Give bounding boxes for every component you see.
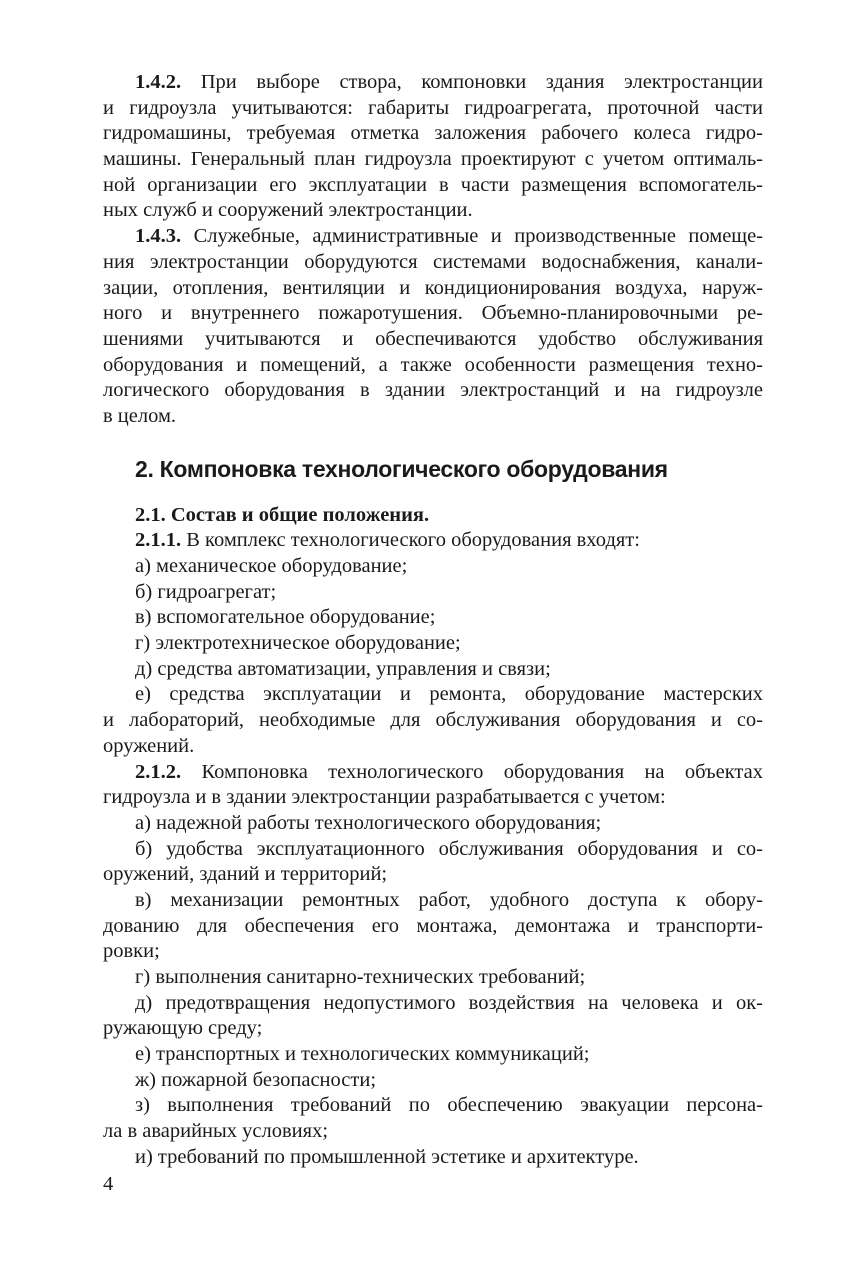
text-line: ной организации его эксплуатации в части размещения вспомогатель-: [103, 173, 763, 196]
paragraph-2-1-2: [103, 760, 763, 1171]
list-item: [103, 888, 763, 965]
subsection-title: 2.1. Состав и общие положения.: [135, 503, 430, 526]
list-item-line: г) выполнения санитарно-технических требований;: [135, 966, 586, 988]
text-line: ного и внутреннего пожаротушения. Объемно-планировочными ре-: [103, 302, 763, 325]
list-item-line: д) предотвращения недопустимого воздействия на человека и ок-: [135, 991, 763, 1014]
list-item-line: в) механизации ремонтных работ, удобного доступа к обору-: [135, 888, 763, 911]
list-item-line: е) средства эксплуатации и ремонта, оборудование мастерских: [135, 683, 763, 706]
list-item: [103, 580, 763, 606]
list-item-line: оружений, зданий и территорий;: [103, 863, 388, 886]
text-line: зации, отопления, вентиляции и кондиционирования воздуха, наруж-: [103, 276, 763, 299]
list-item-line: ж) пожарной безопасности;: [135, 1068, 377, 1091]
paragraph-1-4-2: [103, 70, 763, 224]
list-item-line: а) надежной работы технологического оборудования;: [135, 811, 602, 834]
list-item: [103, 1145, 763, 1171]
list-item: [103, 811, 763, 837]
list-item-line: и лабораторий, необходимые для обслуживания оборудования и со-: [103, 709, 763, 732]
paragraph-1-4-3: [103, 224, 763, 430]
clause-number: 1.4.2.: [135, 71, 182, 93]
list-item-line: б) гидроагрегат;: [135, 580, 277, 603]
text-line: Компоновка технологического оборудования на объектах: [181, 760, 763, 783]
list-item: [103, 657, 763, 683]
clause-number: 1.4.3.: [135, 225, 182, 248]
list-item-line: ровки;: [103, 940, 160, 963]
text-line: логического оборудования в здании электростанций и на гидроузле: [103, 379, 763, 402]
list-item-line: дованию для обеспечения его монтажа, демонтажа и транспорти-: [103, 914, 763, 937]
list-item-line: г) электротехническое оборудование;: [135, 632, 461, 655]
clause-number: 2.1.2.: [135, 760, 182, 783]
text-line: гидроузла и в здании электростанции разрабатывается с учетом:: [103, 786, 666, 809]
text-line: шениями учитываются и обеспечиваются удобство обслуживания: [103, 327, 763, 350]
list-item: [103, 554, 763, 580]
page-body: [103, 70, 763, 1171]
clause-number: 2.1.1.: [135, 529, 182, 552]
text-line: машины. Генеральный план гидроузла проектируют с учетом оптималь-: [103, 148, 763, 171]
list-item-line: ла в аварийных условиях;: [103, 1120, 329, 1143]
text-line: ния электростанции оборудуются системами водоснабжения, канали-: [103, 250, 763, 273]
list-item: [103, 631, 763, 657]
component-list: [103, 554, 763, 760]
text-line: ных служб и сооружений электростанции.: [103, 199, 473, 222]
section-heading: 2. Компоновка технологического оборудования: [135, 455, 668, 482]
text-line: гидромашины, требуемая отметка заложения рабочего колеса гидро-: [103, 122, 763, 145]
list-item-line: а) механическое оборудование;: [135, 555, 408, 577]
list-item-line: б) удобства эксплуатационного обслуживания оборудования и со-: [135, 837, 763, 860]
list-item: [103, 1068, 763, 1094]
list-item: [103, 991, 763, 1042]
text-line: При выборе створа, компоновки здания электростанции: [181, 71, 763, 93]
list-item-line: ружающую среду;: [103, 1017, 263, 1040]
list-item: [103, 1093, 763, 1144]
list-item: [103, 605, 763, 631]
list-item: [103, 1042, 763, 1068]
list-item: [103, 682, 763, 759]
text-line: оборудования и помещений, а также особенности размещения техно-: [103, 353, 763, 376]
text-line: Служебные, административные и производственные помеще-: [181, 225, 763, 248]
text-line: В комплекс технологического оборудования входят:: [181, 529, 640, 552]
list-item-line: з) выполнения требований по обеспечению эвакуации персона-: [135, 1094, 763, 1117]
page-number: 4: [103, 1173, 114, 1195]
list-item-line: е) транспортных и технологических коммуникаций;: [135, 1043, 590, 1066]
list-item-line: и) требований по промышленной эстетике и архитектуре.: [135, 1145, 639, 1168]
paragraph-2-1-1: [103, 528, 763, 759]
list-item: [103, 837, 763, 888]
list-item-line: д) средства автоматизации, управления и связи;: [135, 657, 551, 680]
list-item-line: оружений.: [103, 734, 195, 757]
list-item: [103, 965, 763, 991]
text-line: в целом.: [103, 404, 177, 427]
requirements-list: [103, 811, 763, 1171]
text-line: и гидроузла учитываются: габариты гидроагрегата, проточной части: [103, 96, 763, 119]
list-item-line: в) вспомогательное оборудование;: [135, 606, 436, 629]
